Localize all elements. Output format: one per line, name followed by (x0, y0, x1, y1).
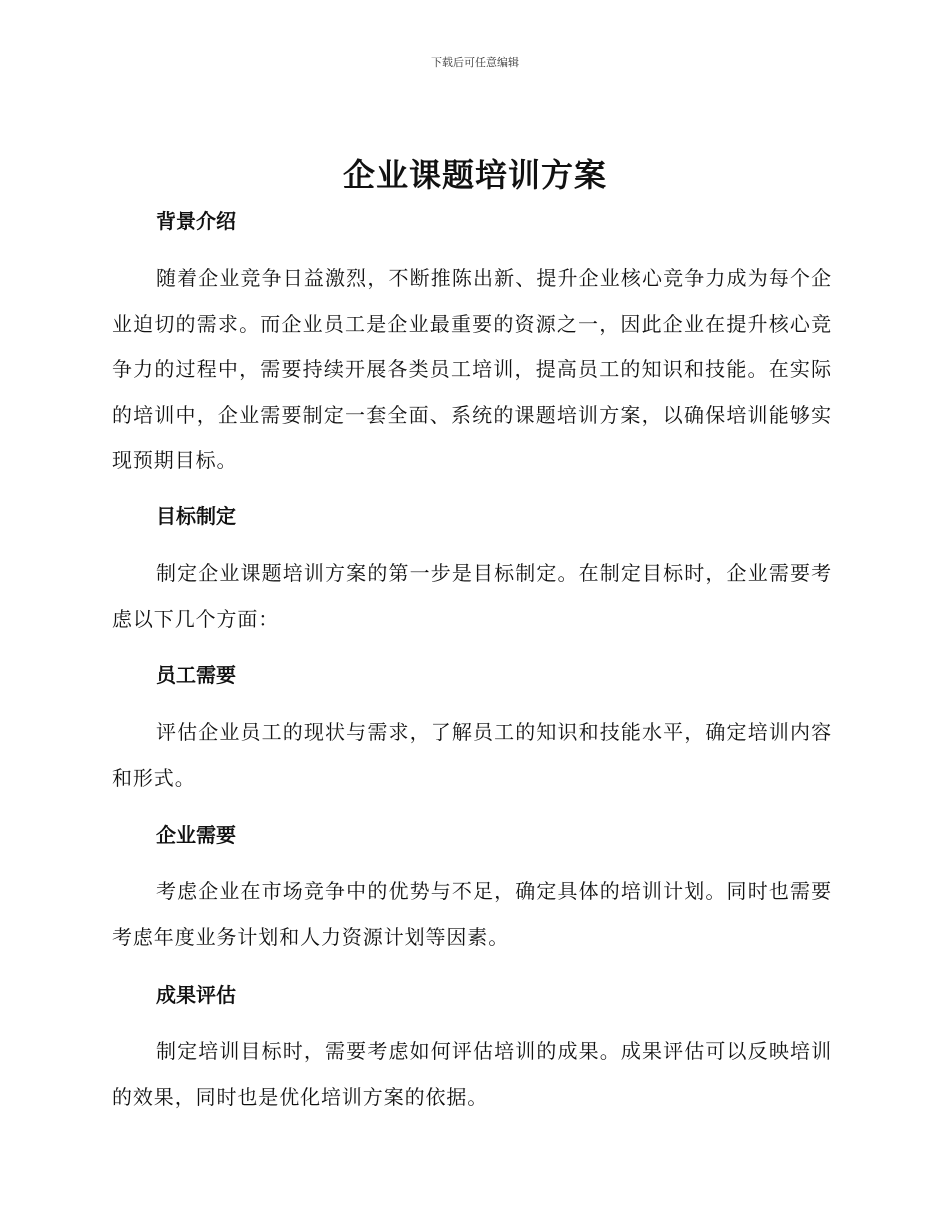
section-paragraph-result-evaluation: 制定培训目标时，需要考虑如何评估培训的成果。成果评估可以反映培训的效果，同时也是优化培训方案的依据。 (112, 1039, 832, 1109)
section-heading-company-needs: 企业需要 (156, 823, 236, 847)
section-paragraph-employee-needs: 评估企业员工的现状与需求，了解员工的知识和技能水平，确定培训内容和形式。 (112, 720, 832, 790)
document-title: 企业课题培训方案 (342, 156, 607, 194)
section-heading-background: 背景介绍 (156, 209, 236, 233)
section-heading-result-evaluation: 成果评估 (156, 983, 236, 1007)
section-paragraph-background: 随着企业竞争日益激烈，不断推陈出新、提升企业核心竞争力成为每个企业迫切的需求。而企业员工是企业最重要的资源之一，因此企业在提升核心竞争力的过程中，需要持续开展各类员工培训，提高员工的知识和技能。在实际的培训中，企业需要制定一套全面、系统的课题培训方案，以确保培训能够实现预期目标。 (112, 266, 832, 472)
header-note: 下载后可任意编辑 (431, 56, 519, 69)
section-paragraph-goal-setting: 制定企业课题培训方案的第一步是目标制定。在制定目标时，企业需要考虑以下几个方面： (112, 561, 832, 631)
section-heading-goal-setting: 目标制定 (156, 504, 236, 528)
section-paragraph-company-needs: 考虑企业在市场竞争中的优势与不足，确定具体的培训计划。同时也需要考虑年度业务计划和人力资源计划等因素。 (112, 879, 832, 949)
section-heading-employee-needs: 员工需要 (156, 663, 236, 687)
